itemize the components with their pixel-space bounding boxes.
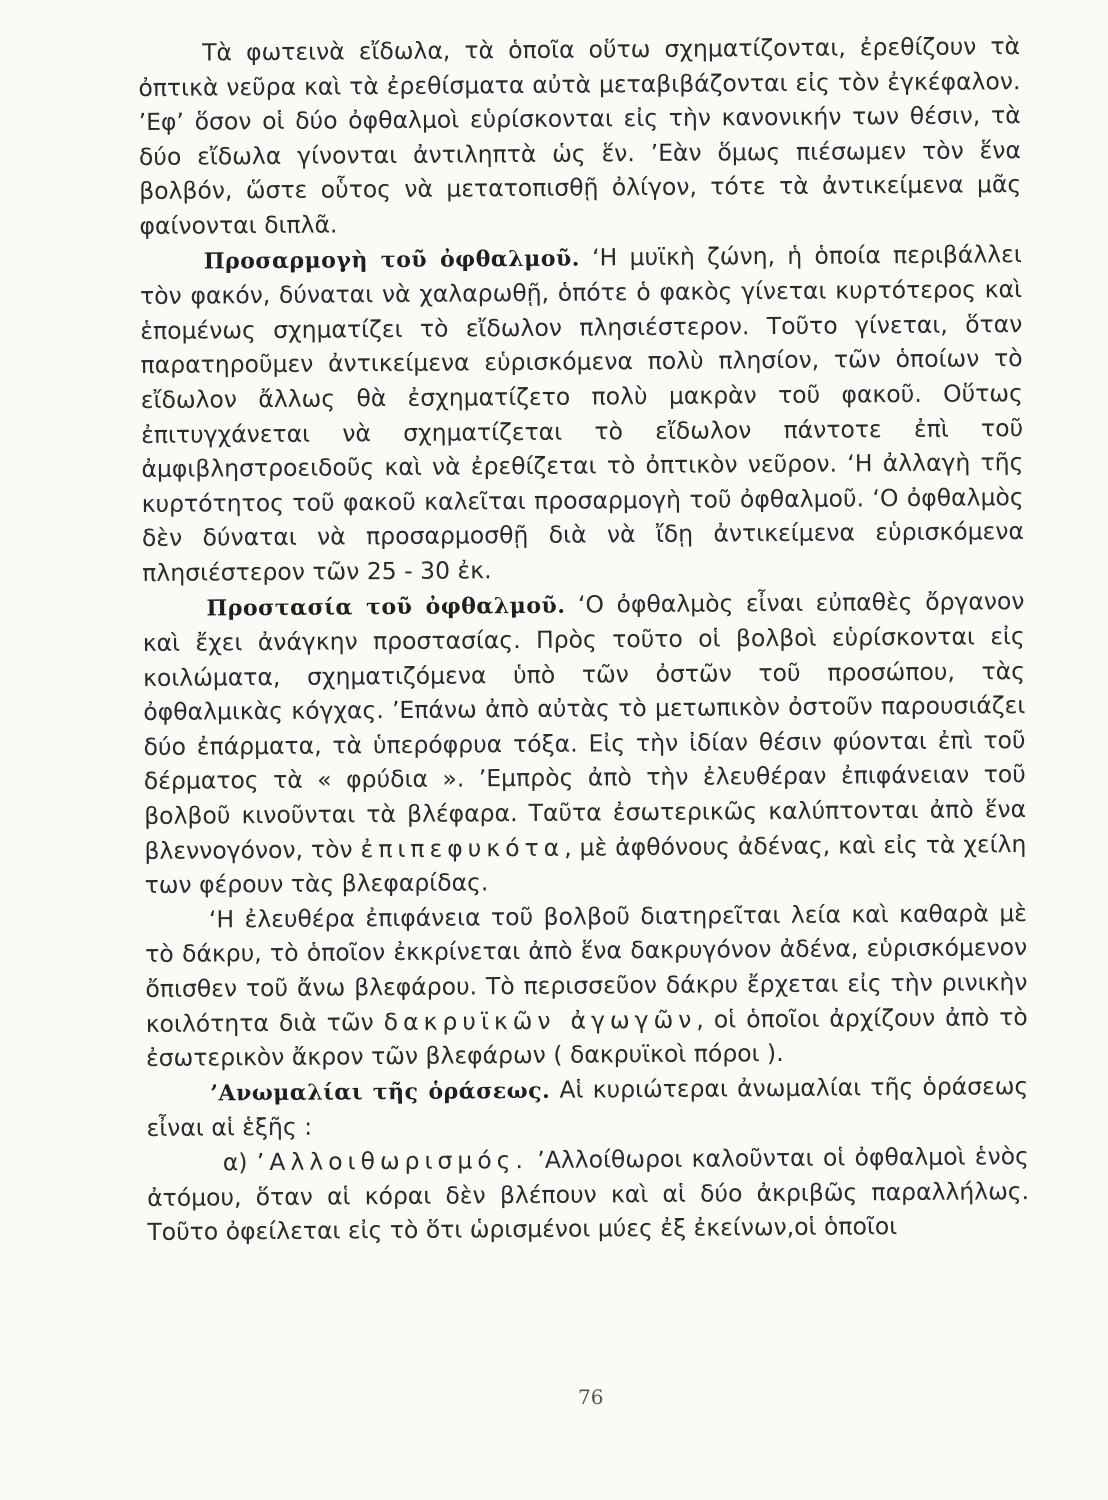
paragraph-text: ‘Η ἐλευθέρα ἐπιφάνεια τοῦ βολβοῦ διατηρεῖται λεία καὶ καθαρὰ μὲ τὸ δάκρυ, τὸ ὁποῖον ἐκκρίνεται ἀπὸ ἕνα δακρυγόνον ἀδένα, εὑρισκόμενον ὄπισθεν τοῦ ἄνω βλεφάρου. Τὸ περισσεῦον δάκρυ ἔρχεται εἰς τὴν ρινικὴν κοιλότητα διὰ τῶν xyxy=(145,898,1028,1038)
paragraph-text: ‘Ο ὀφθαλμὸς εἶναι εὐπαθὲς ὄργανον καὶ ἔχει ἀνάγκην προστασίας. Πρὸς τοῦτο οἱ βολβοὶ εὑρίσκονται εἰς κοιλώματα, σχηματιζόμενα ὑπὸ τῶν ὀστῶν τοῦ προσώπου, τὰς ὀφθαλμικὰς κόγχας. ’Επάνω ἀπὸ αὐτὰς τὸ μετωπικὸν ὀστοῦν παρουσιάζει δύο ἐπάρματα, τὰ ὑπερόφρυα τόξα. Εἰς τὴν ἰδίαν θέσιν φύονται ἐπὶ τοῦ δέρματος τὰ « φρύδια ». ’Εμπρὸς ἀπὸ τὴν ἐλευθέραν ἐπιφάνειαν τοῦ βολβοῦ κινοῦνται τὰ βλέφαρα. Ταῦτα ἐσωτερικῶς καλύπτονται ἀπὸ ἕνα βλεννογόνον, τὸν xyxy=(142,586,1027,865)
spaced-term: ’Αλλοιθωρισμός. xyxy=(256,1145,529,1177)
paragraph-text: Αἱ κυριώτεραι ἀνωμαλίαι τῆς ὁράσεως εἶναι αἱ ἑξῆς : xyxy=(146,1071,1029,1143)
section-heading: Προστασία τοῦ ὀφθαλμοῦ. xyxy=(206,592,566,621)
section-heading: Προσαρμογὴ τοῦ ὀφθαλμοῦ. xyxy=(203,245,580,275)
paragraph-text: , μὲ ἀφθόνους ἀδένας, καὶ εἰς τὰ χείλη των φέρουν τὰς βλεφαρίδας. xyxy=(144,829,1027,900)
page-number: 76 xyxy=(578,1385,604,1409)
paragraph xyxy=(146,1069,1029,1146)
list-marker: α) xyxy=(222,1148,257,1177)
paragraph xyxy=(142,584,1026,903)
paragraph xyxy=(140,237,1025,591)
paragraph xyxy=(138,29,1022,243)
paragraph xyxy=(145,896,1028,1076)
spaced-term: δακρυϊκῶν ἀγωγῶν xyxy=(383,1005,697,1036)
list-item xyxy=(147,1139,1030,1250)
paragraph-text: ’Αλλοίθωροι καλοῦνται οἱ ὀφθαλμοὶ ἑνὸς ἀτόμου, ὅταν αἱ κόραι δὲν βλέπουν καὶ αἱ δύο ἀκριβῶς παραλλήλως. Τοῦτο ὀφείλεται εἰς τὸ ὅτι ὡρισμένοι μύες ἐξ ἐκείνων,οἱ ὁποῖοι xyxy=(147,1142,1030,1247)
body-text xyxy=(138,29,1030,1250)
paragraph-text: ‘Η μυϊκὴ ζώνη, ἡ ὁποία περιβάλλει τὸν φακόν, δύναται νὰ χαλαρωθῇ, ὁπότε ὁ φακὸς γίνεται κυρτότερος καὶ ἑπομένως σχηματίζει τὸ εἴδωλον πλησιέστερον. Τοῦτο γίνεται, ὅταν παρατηροῦμεν ἀντικείμενα εὑρισκόμενα πολὺ πλησίον, τῶν ὁποίων τὸ εἴδωλον ἄλλως θὰ ἐσχηματίζετο πολὺ μακρὰν τοῦ φακοῦ. Οὕτως ἐπιτυγχάνεται νὰ σχηματίζεται τὸ εἴδωλον πάντοτε ἐπὶ τοῦ ἀμφιβληστροειδοῦς καὶ νὰ ἐρεθίζεται τὸ ὀπτικὸν νεῦρον. ‘Η ἀλλαγὴ τῆς κυρτότητος τοῦ φακοῦ καλεῖται προσαρμογὴ τοῦ ὀφθαλμοῦ. ‘Ο ὀφθαλμὸς δὲν δύναται νὰ προσαρμοσθῇ διὰ νὰ ἴδῃ ἀντικείμενα εὑρισκόμενα πλησιέστερον τῶν 25 - 30 ἐκ. xyxy=(139,239,1025,587)
paragraph-text: , οἱ ὁποῖοι ἀρχίζουν ἀπὸ τὸ ἐσωτερικὸν ἄκρον τῶν βλεφάρων ( δακρυϊκοὶ πόροι ). xyxy=(145,1002,1028,1073)
spaced-term: ἐπιπεφυκότα xyxy=(360,833,565,863)
paragraph-text: Τὰ φωτεινὰ εἴδωλα, τὰ ὁποῖα οὕτω σχηματίζονται, ἐρεθίζουν τὰ ὀπτικὰ νεῦρα καὶ τὰ ἐρεθίσματα αὐτὰ μεταβιβάζονται εἰς τὸν ἐγκέφαλον. ’Εφ’ ὅσον οἱ δύο ὀφθαλμοὶ εὑρίσκονται εἰς τὴν κανονικήν των θέσιν, τὰ δύο εἴδωλα γίνονται ἀντιληπτὰ ὡς ἕν. ’Εὰν ὅμως πιέσωμεν τὸν ἕνα βολβόν, ὥστε οὗτος νὰ μετατοπισθῇ ὀλίγον, τότε τὰ ἀντικείμενα μᾶς φαίνονται διπλᾶ. xyxy=(138,32,1022,240)
section-heading: ’Ανωμαλίαι τῆς ὁράσεως. xyxy=(210,1077,551,1107)
